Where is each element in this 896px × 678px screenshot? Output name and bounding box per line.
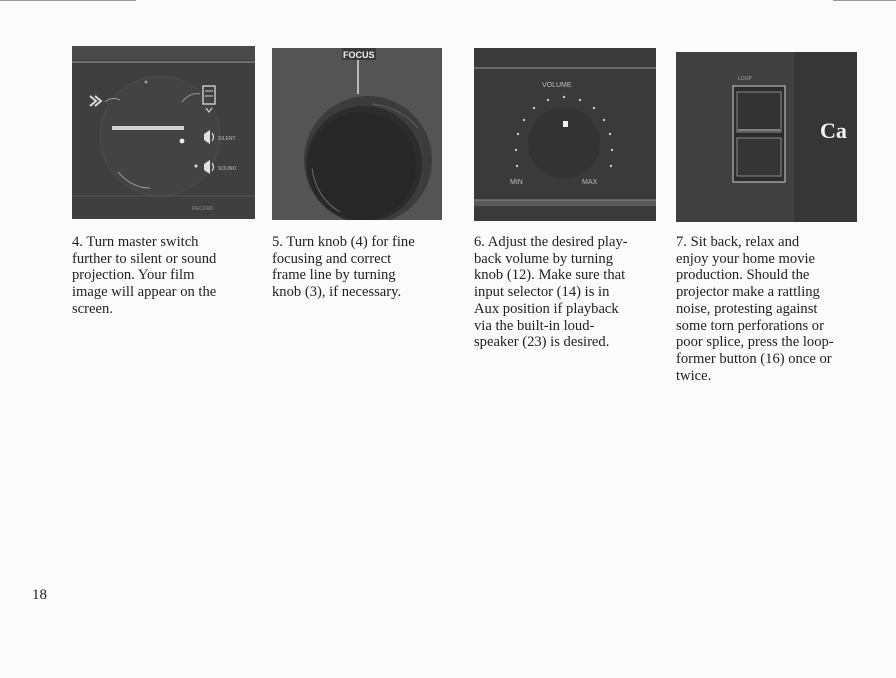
caption-line: production. Should the — [676, 267, 810, 284]
photo4-loop-label: LOOP — [738, 76, 752, 82]
caption-line: twice. — [676, 367, 712, 384]
caption-line: screen. — [72, 300, 113, 317]
photo3-min-label: MIN — [510, 179, 523, 186]
photo1-silent-label: SILENT — [218, 136, 236, 142]
caption-line: 7. Sit back, relax and — [676, 234, 800, 250]
caption-line: Aux position if playback — [474, 300, 619, 317]
caption-line: knob (3), if necessary. — [272, 284, 402, 301]
caption-line: image will appear on the — [72, 284, 217, 301]
caption-step-7 — [676, 234, 854, 384]
caption-line: further to silent or sound — [72, 250, 217, 267]
top-rule-left — [0, 0, 136, 1]
caption-step-6 — [474, 234, 652, 351]
photo1-sound-label: SOUND — [218, 166, 237, 172]
photo3-max-label: MAX — [582, 179, 598, 186]
caption-line: 5. Turn knob (4) for fine — [272, 234, 415, 250]
photo2-focus-label: FOCUS — [343, 50, 375, 60]
caption-line: focusing and correct — [272, 250, 392, 267]
caption-line: projector make a rattling — [676, 284, 820, 301]
photo-loop-button — [676, 52, 857, 222]
caption-line: speaker (23) is desired. — [474, 334, 610, 351]
caption-line: back volume by turning — [474, 250, 614, 267]
caption-line: former button (16) once or — [676, 350, 832, 367]
page-number: 18 — [32, 587, 47, 603]
caption-line: knob (12). Make sure that — [474, 267, 626, 284]
caption-line: some torn perforations or — [676, 317, 824, 334]
caption-line: 4. Turn master switch — [72, 234, 199, 250]
caption-line: poor splice, press the loop- — [676, 334, 834, 351]
caption-step-5 — [272, 234, 450, 301]
photo4-brand-label: Ca — [820, 118, 847, 143]
caption-line: noise, protesting against — [676, 300, 818, 317]
top-rule-right — [833, 0, 896, 1]
caption-line: frame line by turning — [272, 267, 396, 284]
caption-line: enjoy your home movie — [676, 250, 816, 267]
photo3-volume-label: VOLUME — [542, 82, 572, 89]
caption-step-4 — [72, 234, 250, 318]
photo-volume-knob — [474, 48, 656, 221]
caption-line: projection. Your film — [72, 267, 195, 284]
photo-focus-knob — [272, 48, 442, 220]
photo1-bottom-label: RECORD — [192, 206, 214, 212]
caption-line: input selector (14) is in — [474, 284, 610, 301]
photo-master-switch — [72, 46, 255, 219]
caption-line: via the built-in loud- — [474, 317, 595, 334]
caption-line: 6. Adjust the desired play- — [474, 234, 628, 250]
